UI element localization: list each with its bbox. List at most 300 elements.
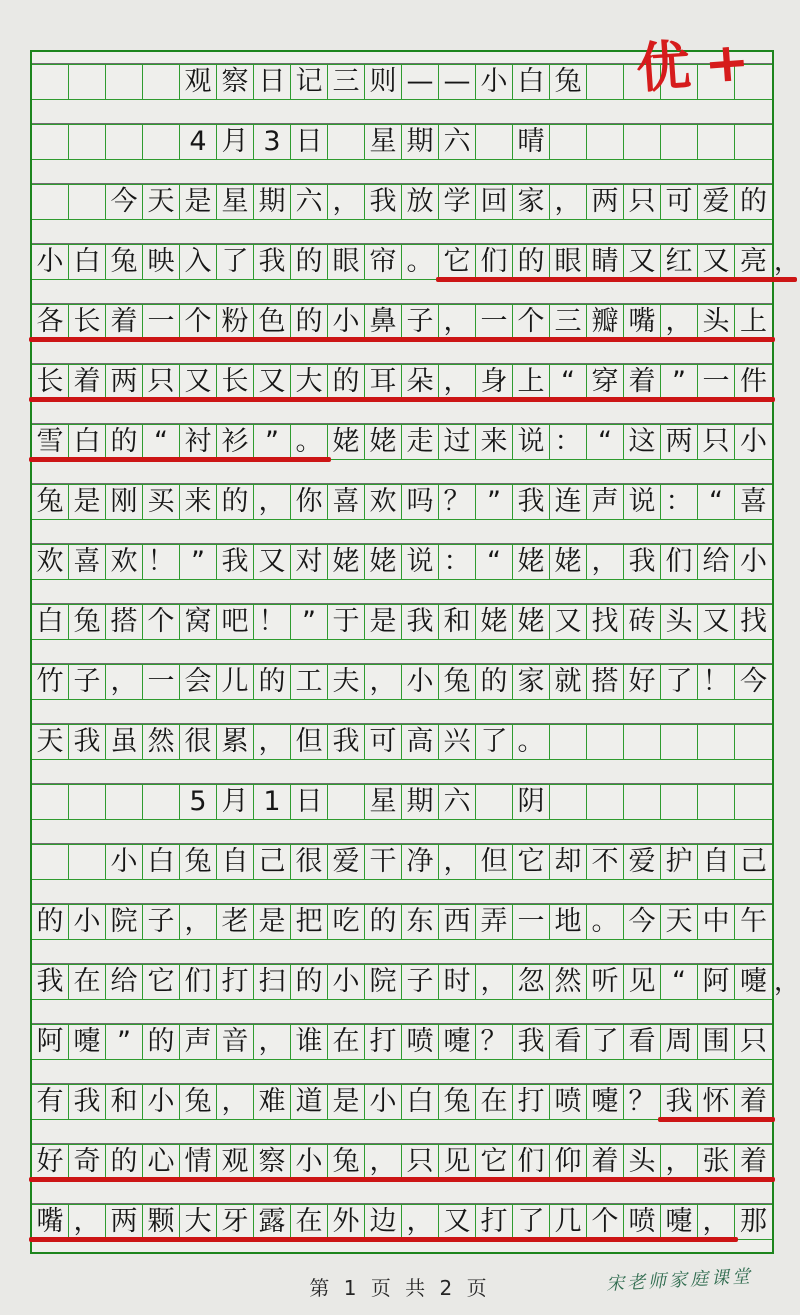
grid-cell	[402, 785, 439, 819]
handwritten-character: 然	[147, 726, 175, 757]
handwritten-character: 白	[73, 246, 101, 277]
handwritten-character: —	[443, 66, 471, 97]
handwritten-character: 喷	[554, 1086, 582, 1117]
handwritten-character: 我	[517, 486, 545, 517]
handwritten-character: 情	[184, 1146, 212, 1177]
handwritten-character: 午	[740, 906, 767, 937]
handwritten-character: 在	[480, 1086, 508, 1117]
handwritten-character: 小	[740, 426, 767, 457]
handwritten-character: 弄	[480, 906, 508, 937]
grid-cell	[180, 785, 217, 819]
row-gap	[32, 1060, 772, 1084]
grid-cell	[106, 1025, 143, 1059]
handwritten-character: ，	[221, 1086, 249, 1117]
handwritten-character: 嚏	[443, 1026, 471, 1057]
handwritten-character: 白	[517, 66, 545, 97]
handwritten-character: 搭	[591, 666, 619, 697]
handwritten-character: 头	[628, 1146, 656, 1177]
handwritten-character: “	[672, 966, 686, 997]
handwritten-character: 1	[263, 786, 281, 817]
text-row	[32, 184, 772, 220]
handwritten-character: 嘴	[36, 1206, 64, 1237]
handwritten-character: 吗	[406, 486, 434, 517]
row-gap	[32, 280, 772, 304]
row-gap	[32, 1120, 772, 1144]
grid-cell	[661, 185, 698, 219]
handwritten-character: 的	[480, 666, 508, 697]
handwritten-character: 中	[702, 906, 730, 937]
handwritten-character: 仰	[554, 1146, 582, 1177]
handwritten-character: 在	[295, 1206, 323, 1237]
grid-cell	[143, 665, 180, 699]
grid-cell	[328, 1025, 365, 1059]
row-gap	[32, 400, 772, 424]
grid-cell	[291, 65, 328, 99]
grid-cell	[439, 545, 476, 579]
grid-cell	[476, 1085, 513, 1119]
grid-cell	[735, 245, 772, 279]
grid-cell	[143, 1145, 180, 1179]
grid-cell	[180, 905, 217, 939]
grid-cell	[106, 785, 143, 819]
row-gap	[32, 520, 772, 544]
handwritten-character: 喜	[332, 486, 360, 517]
grid-cell	[624, 785, 661, 819]
handwritten-character: 刚	[110, 486, 138, 517]
handwritten-character: 又	[628, 246, 656, 277]
grid-cell	[624, 965, 661, 999]
handwritten-character: 穿	[591, 366, 619, 397]
text-row	[32, 544, 772, 580]
grid-cell	[180, 845, 217, 879]
grid-cell	[402, 485, 439, 519]
grid-cell	[550, 905, 587, 939]
handwritten-character: 只	[147, 366, 175, 397]
handwritten-character: 找	[740, 606, 767, 637]
handwritten-character: 音	[221, 1026, 249, 1057]
handwritten-character: 上	[517, 366, 545, 397]
handwritten-character: 两	[110, 1206, 138, 1237]
handwritten-character: 姥	[332, 546, 360, 577]
grid-cell	[661, 125, 698, 159]
handwritten-character: 3	[263, 126, 281, 157]
text-row	[32, 244, 800, 280]
grid-cell	[69, 845, 106, 879]
grid-cell	[661, 1025, 698, 1059]
grid-cell	[661, 545, 698, 579]
handwritten-character: 学	[443, 186, 471, 217]
handwritten-character: 我	[369, 186, 397, 217]
handwritten-character: 喜	[740, 486, 767, 517]
handwritten-character: 喜	[73, 546, 101, 577]
grid-cell	[513, 785, 550, 819]
grid-cell	[365, 545, 402, 579]
grid-cell	[550, 245, 587, 279]
grid-cell	[513, 365, 550, 399]
teacher-underline	[29, 337, 775, 342]
grid-cell	[291, 245, 328, 279]
handwritten-character: 我	[517, 1026, 545, 1057]
grid-cell	[624, 425, 661, 459]
handwritten-character: 的	[295, 306, 323, 337]
handwritten-character: 看	[628, 1026, 656, 1057]
grid-cell	[32, 725, 69, 759]
handwritten-character: 头	[665, 606, 693, 637]
handwritten-character: 的	[295, 246, 323, 277]
grid-cell	[217, 425, 254, 459]
handwritten-character: 是	[258, 906, 286, 937]
grid-cell	[217, 1085, 254, 1119]
grid-cell	[735, 725, 772, 759]
handwritten-character: 喷	[628, 1206, 656, 1237]
grid-cell	[661, 605, 698, 639]
grid-cell	[476, 905, 513, 939]
handwritten-character: ，	[406, 1206, 434, 1237]
grid-cell	[476, 185, 513, 219]
handwritten-character: 的	[110, 1146, 138, 1177]
grid-cell	[587, 785, 624, 819]
handwritten-character: 今	[628, 906, 656, 937]
grid-cell	[217, 365, 254, 399]
handwritten-character: 两	[591, 186, 619, 217]
grid-cell	[254, 1205, 291, 1239]
grid-cell	[439, 1085, 476, 1119]
handwritten-character: 它	[443, 246, 471, 277]
handwritten-character: 长	[73, 306, 101, 337]
handwritten-character: 的	[295, 966, 323, 997]
grid-cell	[69, 65, 106, 99]
grid-cell	[180, 245, 217, 279]
grid-cell	[439, 245, 476, 279]
grid-cell	[698, 1205, 735, 1239]
grid-cell	[513, 665, 550, 699]
handwritten-character: ，	[258, 486, 286, 517]
handwritten-character: 小	[73, 906, 101, 937]
grid-cell	[365, 665, 402, 699]
handwritten-character: 又	[702, 606, 730, 637]
grid-cell	[143, 485, 180, 519]
grid-cell	[402, 1025, 439, 1059]
grid-cell	[328, 125, 365, 159]
grid-cell	[254, 245, 291, 279]
grid-cell	[143, 725, 180, 759]
grid-cell	[143, 905, 180, 939]
grid-cell	[698, 1025, 735, 1059]
handwritten-character: 天	[665, 906, 693, 937]
handwritten-character: ，	[73, 1206, 101, 1237]
grid-cell	[550, 1205, 587, 1239]
handwritten-character: 见	[443, 1146, 471, 1177]
grid-cell	[69, 665, 106, 699]
handwritten-character: 着	[73, 366, 101, 397]
grid-cell	[624, 845, 661, 879]
handwritten-character: 兔	[554, 66, 582, 97]
handwritten-character: 夫	[332, 666, 360, 697]
grid-cell	[476, 365, 513, 399]
handwritten-character: 期	[258, 186, 286, 217]
grid-cell	[143, 1085, 180, 1119]
grid-cell	[587, 1145, 624, 1179]
handwritten-character: 给	[702, 546, 730, 577]
grid-cell	[550, 1145, 587, 1179]
grid-cell	[476, 845, 513, 879]
grid-cell	[439, 965, 476, 999]
grid-cell	[32, 665, 69, 699]
handwritten-character: 和	[443, 606, 471, 637]
handwritten-character: 然	[554, 966, 582, 997]
handwritten-character: ！	[258, 606, 286, 637]
grid-cell	[587, 305, 624, 339]
handwritten-character: 喷	[406, 1026, 434, 1057]
grid-cell	[32, 905, 69, 939]
grid-cell	[735, 605, 772, 639]
grid-cell	[550, 665, 587, 699]
row-gap	[32, 1000, 772, 1024]
grid-cell	[106, 365, 143, 399]
grid-cell	[328, 185, 365, 219]
handwritten-character: 头	[702, 306, 730, 337]
grid-cell	[513, 1145, 550, 1179]
grid-cell	[587, 245, 624, 279]
grid-cell	[217, 845, 254, 879]
handwritten-character: 竹	[36, 666, 64, 697]
handwritten-character: ？	[480, 1026, 508, 1057]
grid-cell	[735, 545, 772, 579]
grid-cell	[254, 425, 291, 459]
grid-cell	[439, 425, 476, 459]
handwritten-character: 于	[332, 606, 360, 637]
grid-cell	[180, 125, 217, 159]
grid-cell	[143, 1025, 180, 1059]
grid-cell	[402, 905, 439, 939]
grid-cell	[180, 365, 217, 399]
handwritten-character: 张	[702, 1146, 730, 1177]
grid-cell	[69, 245, 106, 279]
handwritten-character: 工	[295, 666, 323, 697]
grid-cell	[106, 245, 143, 279]
handwritten-character: 只	[702, 426, 730, 457]
handwritten-character: 观	[184, 66, 212, 97]
handwritten-character: 我	[665, 1086, 693, 1117]
grid-cell	[69, 965, 106, 999]
handwritten-character: 找	[591, 606, 619, 637]
grid-cell	[106, 665, 143, 699]
handwritten-character: 老	[221, 906, 249, 937]
handwritten-character: 地	[554, 906, 582, 937]
handwritten-character: “	[561, 366, 575, 397]
handwritten-character: 又	[443, 1206, 471, 1237]
handwritten-character: 欢	[36, 546, 64, 577]
grid-cell	[476, 485, 513, 519]
grid-cell	[439, 1025, 476, 1059]
grid-cell	[328, 965, 365, 999]
handwritten-character: 小	[406, 666, 434, 697]
grid-cell	[69, 1085, 106, 1119]
handwritten-character: ，	[332, 186, 360, 217]
grid-cell	[587, 665, 624, 699]
handwritten-character: 谁	[295, 1026, 323, 1057]
grid-cell	[143, 185, 180, 219]
grid-cell	[513, 1205, 550, 1239]
grid-cell	[402, 425, 439, 459]
grid-cell	[735, 785, 772, 819]
grid-cell	[624, 305, 661, 339]
grid-cell	[32, 845, 69, 879]
grid-cell	[439, 665, 476, 699]
grid-cell	[69, 1025, 106, 1059]
handwritten-character: 就	[554, 666, 582, 697]
grid-cell	[106, 1085, 143, 1119]
grid-cell	[217, 485, 254, 519]
handwritten-character: ，	[369, 666, 397, 697]
grid-cell	[106, 605, 143, 639]
handwritten-character: ，	[554, 186, 582, 217]
grid-cell	[32, 965, 69, 999]
grid-cell	[735, 1145, 772, 1179]
handwritten-character: “	[487, 546, 501, 577]
grid-cell	[69, 785, 106, 819]
grid-cell	[365, 725, 402, 759]
grid-cell	[365, 425, 402, 459]
handwritten-character: ，	[258, 726, 286, 757]
grid-cell	[587, 1205, 624, 1239]
handwritten-character: 了	[665, 666, 693, 697]
handwritten-character: 只	[628, 186, 656, 217]
handwritten-character: 边	[369, 1206, 397, 1237]
grid-cell	[365, 1025, 402, 1059]
handwritten-character: 声	[184, 1026, 212, 1057]
grid-cell	[587, 725, 624, 759]
handwritten-character: 粉	[221, 306, 249, 337]
handwritten-character: 它	[480, 1146, 508, 1177]
grid-cell	[69, 725, 106, 759]
grid-cell	[291, 1025, 328, 1059]
grid-cell	[291, 1205, 328, 1239]
grid-cell	[32, 545, 69, 579]
handwritten-character: 有	[36, 1086, 64, 1117]
handwritten-character: 听	[591, 966, 619, 997]
handwritten-character: 东	[406, 906, 434, 937]
grid-cell	[550, 365, 587, 399]
grid-cell	[735, 485, 772, 519]
grid-cell	[32, 305, 69, 339]
handwritten-character: 己	[740, 846, 767, 877]
grid-cell	[69, 185, 106, 219]
handwritten-character: 和	[110, 1086, 138, 1117]
text-row	[32, 964, 800, 1000]
handwritten-character: 可	[369, 726, 397, 757]
teacher-underline	[29, 1177, 775, 1182]
handwritten-character: 我	[628, 546, 656, 577]
handwritten-character: 很	[184, 726, 212, 757]
handwritten-character: 说	[517, 426, 545, 457]
handwritten-character: 期	[406, 786, 434, 817]
handwritten-character: 吧	[221, 606, 249, 637]
grid-cell	[402, 185, 439, 219]
handwritten-character: 着	[628, 366, 656, 397]
grid-cell	[550, 125, 587, 159]
handwritten-character: 搭	[110, 606, 138, 637]
grid-cell	[291, 485, 328, 519]
grid-cell	[513, 605, 550, 639]
handwritten-character: 西	[443, 906, 471, 937]
handwritten-character: 我	[73, 1086, 101, 1117]
grid-cell	[32, 785, 69, 819]
handwritten-character: 个	[147, 606, 175, 637]
grid-cell	[69, 1145, 106, 1179]
handwritten-character: 买	[147, 486, 175, 517]
grid-cell	[513, 845, 550, 879]
grid-cell	[439, 305, 476, 339]
grid-cell	[328, 65, 365, 99]
overflow-character: ，	[774, 967, 800, 997]
grid-cell	[550, 785, 587, 819]
handwritten-character: ！	[147, 546, 175, 577]
handwritten-character: ，	[480, 966, 508, 997]
grid-cell	[328, 485, 365, 519]
grid-cell	[587, 905, 624, 939]
handwritten-character: 小	[332, 966, 360, 997]
grid-cell	[106, 1205, 143, 1239]
grid-cell	[439, 1145, 476, 1179]
grid-cell	[476, 785, 513, 819]
grid-cell	[661, 425, 698, 459]
handwritten-character: 们	[184, 966, 212, 997]
grid-cell	[587, 425, 624, 459]
handwritten-character: —	[406, 66, 434, 97]
handwritten-character: 着	[740, 1086, 767, 1117]
grid-cell	[661, 785, 698, 819]
handwritten-character: 。	[517, 726, 545, 757]
grid-cell	[476, 965, 513, 999]
grid-cell	[550, 425, 587, 459]
handwritten-character: 但	[295, 726, 323, 757]
handwritten-character: 院	[369, 966, 397, 997]
grid-cell	[180, 185, 217, 219]
grid-cell	[698, 365, 735, 399]
grid-cell	[291, 365, 328, 399]
handwritten-character: 红	[665, 246, 693, 277]
text-row	[32, 124, 772, 160]
handwritten-character: 今	[740, 666, 767, 697]
grid-cell	[143, 365, 180, 399]
grid-cell	[476, 425, 513, 459]
handwritten-character: 兔	[36, 486, 64, 517]
grid-cell	[143, 845, 180, 879]
grid-cell	[143, 245, 180, 279]
grid-cell	[476, 65, 513, 99]
handwritten-character: 你	[295, 486, 323, 517]
grid-cell	[32, 245, 69, 279]
handwritten-character: 打	[369, 1026, 397, 1057]
handwritten-character: 一	[480, 306, 508, 337]
handwritten-character: 月	[221, 786, 249, 817]
handwritten-character: 外	[332, 1206, 360, 1237]
grid-cell	[217, 785, 254, 819]
handwritten-character: ，	[702, 1206, 730, 1237]
handwritten-character: 怀	[702, 1086, 730, 1117]
teacher-underline	[29, 457, 331, 462]
handwritten-character: 几	[554, 1206, 582, 1237]
text-row	[32, 784, 772, 820]
grid-cell	[328, 425, 365, 459]
grid-cell	[180, 485, 217, 519]
handwritten-character: 我	[73, 726, 101, 757]
grid-cell	[143, 1205, 180, 1239]
handwritten-character: “	[598, 426, 612, 457]
handwritten-character: ”	[117, 1026, 131, 1057]
handwritten-character: 星	[369, 126, 397, 157]
